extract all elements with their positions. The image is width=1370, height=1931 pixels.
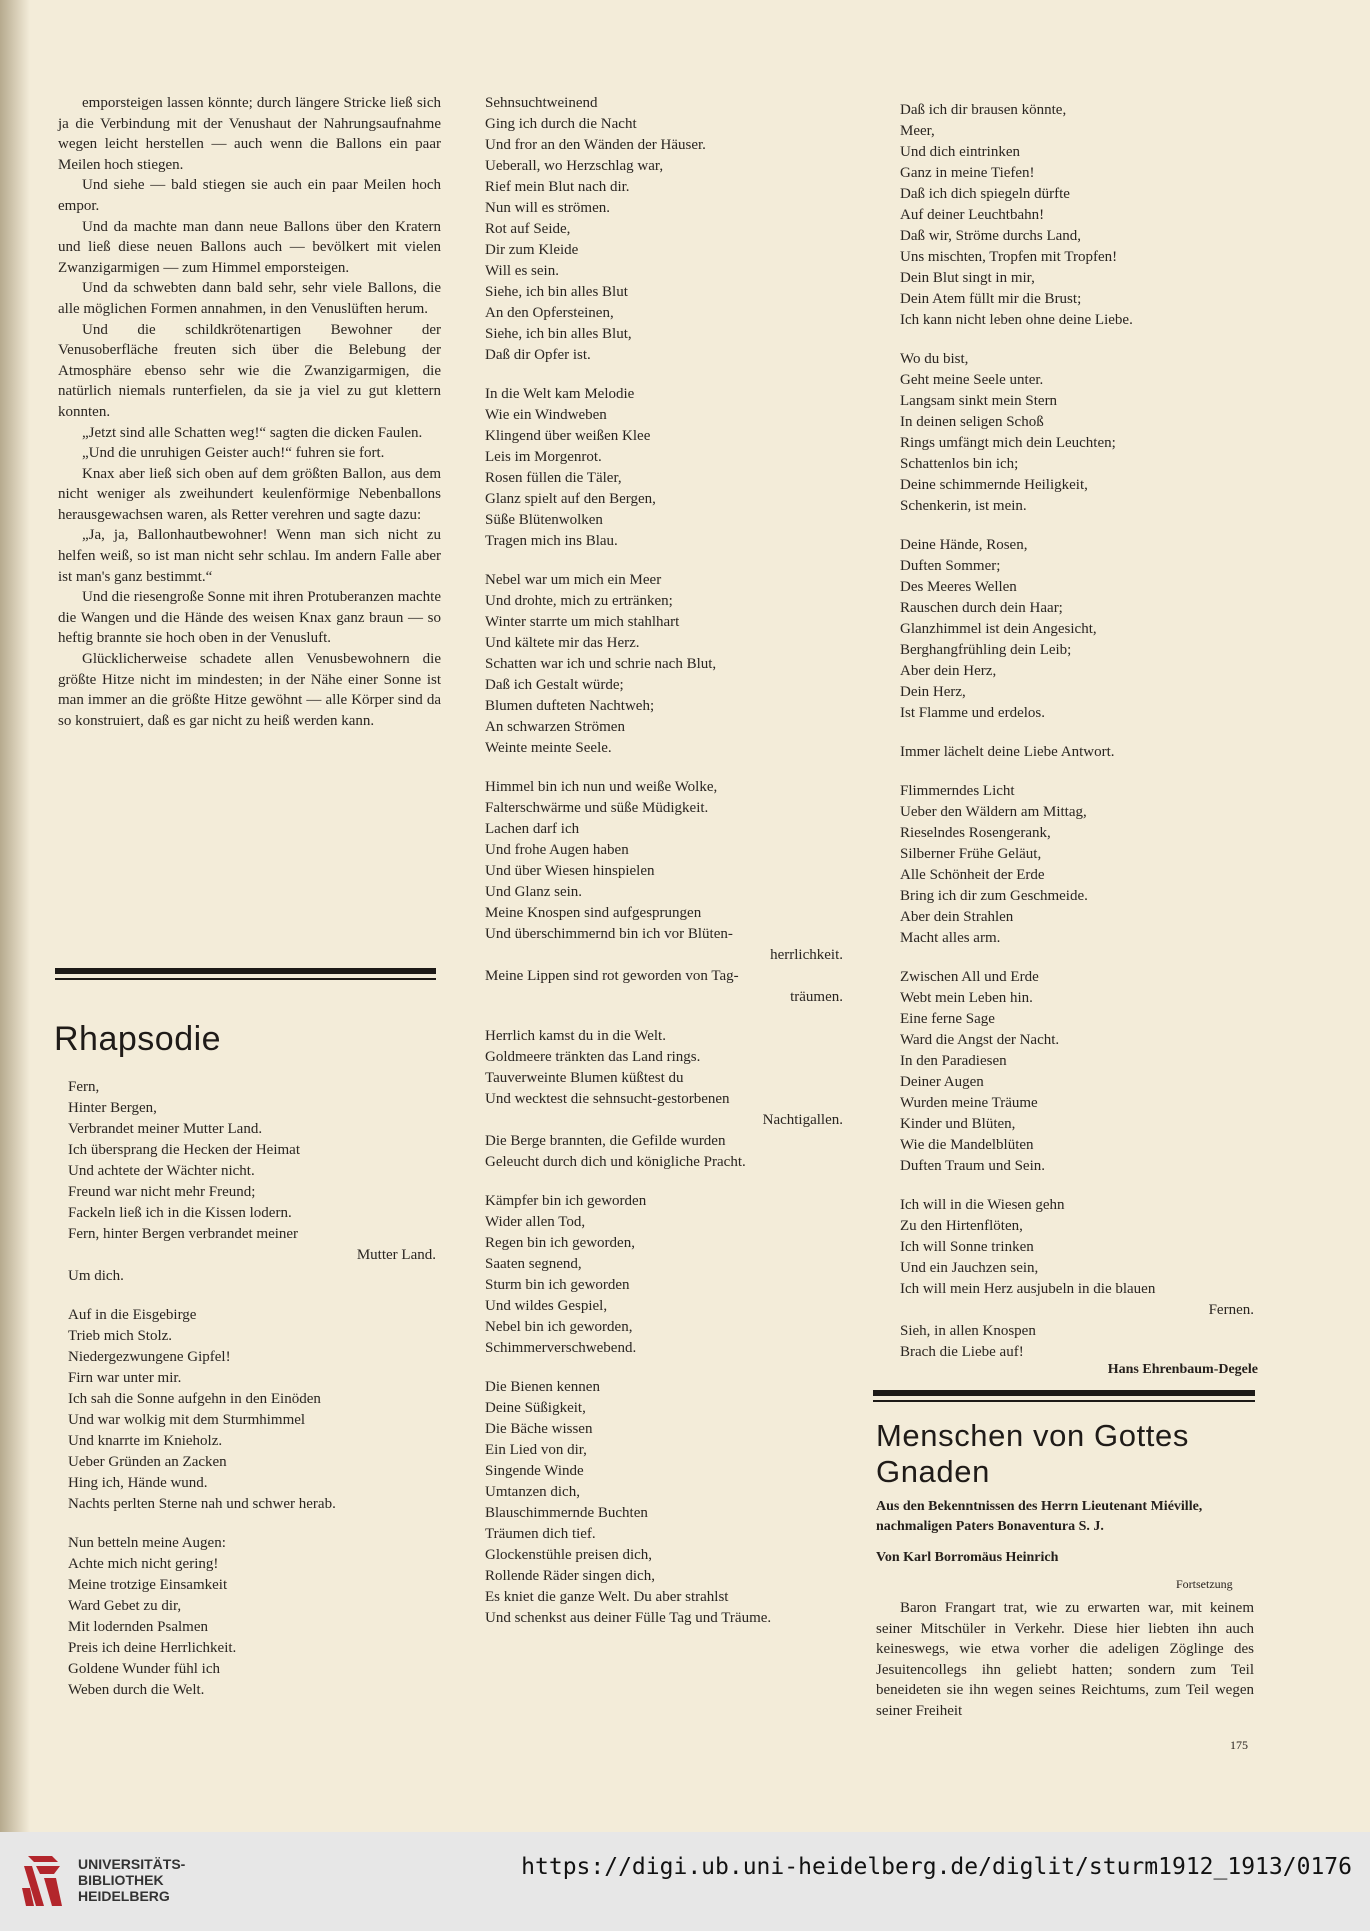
verse-line: Und kältete mir das Herz. bbox=[485, 635, 640, 651]
verse-line: Ist Flamme und erdelos. bbox=[900, 705, 1045, 721]
verse-line: Trieb mich Stolz. bbox=[68, 1328, 173, 1344]
verse-line: Und frohe Augen haben bbox=[485, 842, 629, 858]
verse-line: Dein Blut singt in mir, bbox=[900, 270, 1035, 286]
verse-line: Nebel bin ich geworden, bbox=[485, 1319, 633, 1335]
verse-stanza bbox=[485, 93, 845, 366]
verse-line: Wie die Mandelblüten bbox=[900, 1137, 1034, 1153]
verse-line: Rollende Räder singen dich, bbox=[485, 1568, 655, 1584]
verse-line: Webt mein Leben hin. bbox=[900, 990, 1033, 1006]
verse-stanza bbox=[900, 1195, 1256, 1363]
section-rule-left-thin bbox=[55, 978, 436, 980]
verse-line: Himmel bin ich nun und weiße Wolke, bbox=[485, 779, 718, 795]
menschen-title: Menschen von Gottes Gnaden bbox=[876, 1418, 1189, 1489]
verse-line: Und fror an den Wänden der Häuser. bbox=[485, 137, 706, 153]
verse-line: Weinte meinte Seele. bbox=[485, 740, 612, 756]
verse-line: Duften Traum und Sein. bbox=[900, 1158, 1046, 1174]
prose-paragraph: Und die riesengroße Sonne mit ihren Protuberanzen machte die Wangen und die Hände des weisen Knax ganz braun — so heftig brannte sie hoch oben in der Venusluft. bbox=[58, 589, 441, 647]
verse-stanza bbox=[900, 100, 1256, 331]
verse-stanza bbox=[900, 742, 1256, 763]
verse-line-continuation: Fernen. bbox=[1208, 1302, 1254, 1318]
verse-stanza bbox=[485, 1191, 845, 1359]
verse-line: Deine schimmernde Heiligkeit, bbox=[900, 477, 1088, 493]
verse-line: Goldene Wunder fühl ich bbox=[68, 1661, 220, 1677]
verse-line: Ward Gebet zu dir, bbox=[68, 1598, 182, 1614]
prose-paragraph: emporsteigen lassen könnte; durch längere Stricke ließ sich ja die Verbindung mit der Venushaut der Nahrungsaufnahme wegen leicht herstellen — auch wenn die Ballons ein paar Meilen hoch stiegen. bbox=[58, 95, 441, 173]
rhapsodie-verse-middle bbox=[485, 93, 845, 1647]
library-logo-icon bbox=[18, 1848, 68, 1912]
verse-line: Süße Blütenwolken bbox=[485, 512, 603, 528]
verse-line: Herrlich kamst du in die Welt. bbox=[485, 1028, 666, 1044]
verse-line: Macht alles arm. bbox=[900, 930, 1001, 946]
verse-line: Firn war unter mir. bbox=[68, 1370, 182, 1386]
verse-line: Und achtete der Wächter nicht. bbox=[68, 1163, 255, 1179]
verse-line: Hinter Bergen, bbox=[68, 1100, 157, 1116]
rhapsodie-verse-left bbox=[68, 1077, 438, 1719]
verse-line: Sehnsuchtweinend bbox=[485, 95, 598, 111]
verse-line: Ich sah die Sonne aufgehn in den Einöden bbox=[68, 1391, 321, 1407]
verse-line: Ganz in meine Tiefen! bbox=[900, 165, 1035, 181]
verse-line: Niedergezwungene Gipfel! bbox=[68, 1349, 231, 1365]
verse-line: Aber dein Strahlen bbox=[900, 909, 1014, 925]
verse-line: Wider allen Tod, bbox=[485, 1214, 586, 1230]
verse-line: Und schenkst aus deiner Fülle Tag und Träume. bbox=[485, 1610, 772, 1626]
verse-line: Preis ich deine Herrlichkeit. bbox=[68, 1640, 237, 1656]
verse-line-continuation: herrlichkeit. bbox=[770, 947, 843, 963]
verse-line: Umtanzen dich, bbox=[485, 1484, 580, 1500]
verse-line: Rot auf Seide, bbox=[485, 221, 571, 237]
verse-line: Ueber den Wäldern am Mittag, bbox=[900, 804, 1087, 820]
verse-line: Meine trotzige Einsamkeit bbox=[68, 1577, 228, 1593]
verse-line: Es kniet die ganze Welt. Du aber strahlst bbox=[485, 1589, 729, 1605]
verse-line: Falterschwärme und süße Müdigkeit. bbox=[485, 800, 709, 816]
verse-stanza bbox=[900, 967, 1256, 1177]
verse-line: Und Glanz sein. bbox=[485, 884, 583, 900]
verse-line: Wie ein Windweben bbox=[485, 407, 607, 423]
library-footer bbox=[0, 1832, 1370, 1931]
verse-line: Uns mischten, Tropfen mit Tropfen! bbox=[900, 249, 1118, 265]
prose-paragraph: Und da schwebten dann bald sehr, sehr viele Ballons, die alle möglichen Formen annahmen, in den Venuslüften herum. bbox=[58, 280, 441, 317]
verse-line: Singende Winde bbox=[485, 1463, 584, 1479]
verse-line: Goldmeere tränkten das Land rings. bbox=[485, 1049, 701, 1065]
verse-line: Des Meeres Wellen bbox=[900, 579, 1017, 595]
verse-line: Rosen füllen die Täler, bbox=[485, 470, 622, 486]
library-logo-text: UNIVERSITÄTS- BIBLIOTHEK HEIDELBERG bbox=[78, 1856, 186, 1904]
verse-line: Dir zum Kleide bbox=[485, 242, 579, 258]
prose-paragraph: Und die schildkrötenartigen Bewohner der Venusoberfläche freuten sich über die Belebung der Atmosphäre ebenso sehr wie die Zwanzigarmigen, die natürlich niemals runterfielen, da sie ja viel zu gut klettern konnten. bbox=[58, 321, 441, 420]
verse-line: Langsam sinkt mein Stern bbox=[900, 393, 1058, 409]
section-rule-left bbox=[55, 968, 436, 974]
verse-line: Immer lächelt deine Liebe Antwort. bbox=[900, 744, 1115, 760]
verse-line: Regen bin ich geworden, bbox=[485, 1235, 635, 1251]
verse-line: Meine Knospen sind aufgesprungen bbox=[485, 905, 702, 921]
verse-line-continuation: träumen. bbox=[790, 989, 843, 1005]
verse-line: Auf in die Eisgebirge bbox=[68, 1307, 197, 1323]
verse-line: Fern, hinter Bergen verbrandet meiner bbox=[68, 1226, 299, 1242]
verse-line: Daß dir Opfer ist. bbox=[485, 347, 591, 363]
verse-line: Lachen darf ich bbox=[485, 821, 580, 837]
verse-line: Leis im Morgenrot. bbox=[485, 449, 602, 465]
verse-line: Nachts perlten Sterne nah und schwer herab. bbox=[68, 1496, 336, 1512]
verse-line: In deinen seligen Schoß bbox=[900, 414, 1044, 430]
verse-stanza bbox=[68, 1305, 438, 1515]
verse-line-continuation: Mutter Land. bbox=[356, 1247, 436, 1263]
verse-line: Rief mein Blut nach dir. bbox=[485, 179, 630, 195]
verse-line: Und ein Jauchzen sein, bbox=[900, 1260, 1039, 1276]
verse-stanza bbox=[485, 1377, 845, 1629]
menschen-subtitle: Aus den Bekenntnissen des Herrn Lieutenant Miéville, nachmaligen Paters Bonaventura S. J. bbox=[876, 1499, 1203, 1534]
verse-line: Tragen mich ins Blau. bbox=[485, 533, 618, 549]
verse-line: Achte mich nicht gering! bbox=[68, 1556, 219, 1572]
verse-line: Daß ich Gestalt würde; bbox=[485, 677, 624, 693]
verse-line: Ich kann nicht leben ohne deine Liebe. bbox=[900, 312, 1133, 328]
verse-line: Sturm bin ich geworden bbox=[485, 1277, 630, 1293]
verse-line: Blauschimmernde Buchten bbox=[485, 1505, 648, 1521]
verse-line: Kinder und Blüten, bbox=[900, 1116, 1016, 1132]
verse-line: Glockenstühle preisen dich, bbox=[485, 1547, 653, 1563]
verse-line: Und war wolkig mit dem Sturmhimmel bbox=[68, 1412, 306, 1428]
verse-line: Dein Atem füllt mir die Brust; bbox=[900, 291, 1082, 307]
verse-line: Dein Herz, bbox=[900, 684, 966, 700]
verse-line: Klingend über weißen Klee bbox=[485, 428, 651, 444]
verse-line: Zu den Hirtenflöten, bbox=[900, 1218, 1023, 1234]
verse-stanza bbox=[485, 570, 845, 759]
prose-paragraph: „Jetzt sind alle Schatten weg!“ sagten die dicken Faulen. bbox=[82, 424, 423, 441]
verse-stanza bbox=[485, 1026, 845, 1173]
verse-line: Verbrandet meiner Mutter Land. bbox=[68, 1121, 263, 1137]
verse-line: Die Bienen kennen bbox=[485, 1379, 600, 1395]
verse-line: An schwarzen Strömen bbox=[485, 719, 625, 735]
verse-line: Duften Sommer; bbox=[900, 558, 1001, 574]
prose-paragraph: „Ja, ja, Ballonhautbewohner! Wenn man sich nicht zu helfen weiß, so ist man nicht sehr schlau. Im andern Falle aber ist man's ganz bestimmt.“ bbox=[58, 527, 441, 585]
verse-line: Auf deiner Leuchtbahn! bbox=[900, 207, 1045, 223]
verse-line: Aber dein Herz, bbox=[900, 663, 997, 679]
verse-line: Ich will in die Wiesen gehn bbox=[900, 1197, 1065, 1213]
verse-stanza bbox=[68, 1533, 438, 1701]
menschen-paragraph: Baron Frangart trat, wie zu erwarten war, mit keinem seiner Mitschüler in Verkehr. Diese hier liebten ihn auch keineswegs, wie etwa vorher die adeligen Zöglinge des Jesuitencollegs ihn geliebt hatten; sondern zum Teil beneideten sie ihn wegen seines Reichtums, zum Teil wegen seiner Freiheit bbox=[876, 1600, 1254, 1719]
menschen-byline: Von Karl Borromäus Heinrich bbox=[876, 1550, 1059, 1565]
verse-line: Und wildes Gespiel, bbox=[485, 1298, 608, 1314]
verse-stanza bbox=[900, 781, 1256, 949]
verse-line: Meer, bbox=[900, 123, 935, 139]
verse-line: Flimmerndes Licht bbox=[900, 783, 1015, 799]
verse-line: Saaten segnend, bbox=[485, 1256, 582, 1272]
section-rule-right-thin bbox=[873, 1400, 1255, 1402]
verse-line: Daß wir, Ströme durchs Land, bbox=[900, 228, 1082, 244]
verse-line: Schattenlos bin ich; bbox=[900, 456, 1019, 472]
prose-paragraph: Knax aber ließ sich oben auf dem größten Ballon, aus dem nicht weniger als zweihundert keulenförmige Nebenballons herausgewachsen waren, als Retter verehren und sagte dazu: bbox=[58, 465, 441, 523]
verse-line: Siehe, ich bin alles Blut bbox=[485, 284, 628, 300]
verse-line: Bring ich dir zum Geschmeide. bbox=[900, 888, 1088, 904]
poem-author: Hans Ehrenbaum-Degele bbox=[1107, 1362, 1258, 1377]
verse-line: Rings umfängt mich dein Leuchten; bbox=[900, 435, 1116, 451]
verse-line: Brach die Liebe auf! bbox=[900, 1344, 1024, 1360]
verse-line: Und dich eintrinken bbox=[900, 144, 1020, 160]
verse-line: Wo du bist, bbox=[900, 351, 969, 367]
rhapsodie-title: Rhapsodie bbox=[54, 1020, 222, 1058]
verse-stanza bbox=[485, 384, 845, 552]
verse-line: Tauverweinte Blumen küßtest du bbox=[485, 1070, 684, 1086]
verse-line: Schatten war ich und schrie nach Blut, bbox=[485, 656, 717, 672]
verse-line: Deine Süßigkeit, bbox=[485, 1400, 586, 1416]
verse-line: Kämpfer bin ich geworden bbox=[485, 1193, 647, 1209]
verse-line-continuation: Nachtigallen. bbox=[762, 1112, 843, 1128]
verse-line: In die Welt kam Melodie bbox=[485, 386, 635, 402]
verse-line: In den Paradiesen bbox=[900, 1053, 1007, 1069]
verse-line: Mit lodernden Psalmen bbox=[68, 1619, 208, 1635]
verse-line: Weben durch die Welt. bbox=[68, 1682, 205, 1698]
verse-line: Ueber Gründen an Zacken bbox=[68, 1454, 227, 1470]
verse-line: Ich übersprang die Hecken der Heimat bbox=[68, 1142, 300, 1158]
verse-line: Siehe, ich bin alles Blut, bbox=[485, 326, 632, 342]
verse-line: Fackeln ließ ich in die Kissen lodern. bbox=[68, 1205, 292, 1221]
section-rule-right bbox=[873, 1390, 1255, 1396]
verse-stanza bbox=[900, 349, 1256, 517]
verse-line: Ward die Angst der Nacht. bbox=[900, 1032, 1060, 1048]
source-url[interactable]: https://digi.ub.uni-heidelberg.de/diglit/sturm1912_1913/0176 bbox=[521, 1854, 1352, 1880]
verse-line: Nun betteln meine Augen: bbox=[68, 1535, 226, 1551]
verse-stanza bbox=[68, 1077, 438, 1287]
verse-line: Und überschimmernd bin ich vor Blüten- bbox=[485, 926, 733, 942]
verse-line: Rauschen durch dein Haar; bbox=[900, 600, 1063, 616]
verse-line: Meine Lippen sind rot geworden von Tag- bbox=[485, 968, 739, 984]
verse-line: Ging ich durch die Nacht bbox=[485, 116, 637, 132]
verse-line: Daß ich dir brausen könnte, bbox=[900, 102, 1067, 118]
verse-line: Glanz spielt auf den Bergen, bbox=[485, 491, 656, 507]
verse-line: Deine Hände, Rosen, bbox=[900, 537, 1028, 553]
menschen-text-column bbox=[876, 1598, 1254, 1721]
page-number: 175 bbox=[1230, 1738, 1248, 1752]
verse-line: Berghangfrühling dein Leib; bbox=[900, 642, 1072, 658]
verse-line: Und wecktest die sehnsucht-gestorbenen bbox=[485, 1091, 730, 1107]
verse-line: Winter starrte um mich stahlhart bbox=[485, 614, 680, 630]
page-shadow bbox=[0, 0, 30, 1832]
verse-line: Die Bäche wissen bbox=[485, 1421, 593, 1437]
verse-line: Nebel war um mich ein Meer bbox=[485, 572, 662, 588]
verse-line: Fern, bbox=[68, 1079, 100, 1095]
fortsetzung-label: Fortsetzung bbox=[1176, 1577, 1233, 1591]
verse-line: Träumen dich tief. bbox=[485, 1526, 596, 1542]
verse-line: Die Berge brannten, die Gefilde wurden bbox=[485, 1133, 726, 1149]
verse-line: Schenkerin, ist mein. bbox=[900, 498, 1027, 514]
verse-line: Wurden meine Träume bbox=[900, 1095, 1038, 1111]
verse-line: Ich will Sonne trinken bbox=[900, 1239, 1034, 1255]
verse-line: Eine ferne Sage bbox=[900, 1011, 995, 1027]
verse-line: Und über Wiesen hinspielen bbox=[485, 863, 655, 879]
verse-stanza bbox=[485, 777, 845, 1008]
verse-line: Und drohte, mich zu ertränken; bbox=[485, 593, 673, 609]
left-prose-column bbox=[58, 93, 441, 731]
verse-line: Geht meine Seele unter. bbox=[900, 372, 1044, 388]
verse-line: Ueberall, wo Herzschlag war, bbox=[485, 158, 664, 174]
verse-line: Alle Schönheit der Erde bbox=[900, 867, 1045, 883]
verse-line: Silberner Frühe Geläut, bbox=[900, 846, 1042, 862]
verse-line: Zwischen All und Erde bbox=[900, 969, 1039, 985]
prose-paragraph: Glücklicherweise schadete allen Venusbewohnern die größte Hitze nicht im mindesten; in der Nähe einer Sonne ist man immer an die größte Hitze gewöhnt — alle Körper sind da so konstruiert, daß es gar nicht zu heiß werden kann. bbox=[58, 651, 441, 729]
verse-line: Und knarrte im Knieholz. bbox=[68, 1433, 223, 1449]
prose-paragraph: Und siehe — bald stiegen sie auch ein paar Meilen hoch empor. bbox=[58, 177, 441, 214]
verse-line: Glanzhimmel ist dein Angesicht, bbox=[900, 621, 1097, 637]
verse-line: Blumen dufteten Nachtweh; bbox=[485, 698, 655, 714]
verse-line: Ich will mein Herz ausjubeln in die blauen bbox=[900, 1281, 1156, 1297]
prose-paragraph: Und da machte man dann neue Ballons über den Kratern und ließ diese neuen Ballons auch — bevölkert mit vielen Zwanzigarmigen — zum Himmel emporsteigen. bbox=[58, 218, 441, 276]
verse-line: Will es sein. bbox=[485, 263, 559, 279]
verse-line: Schimmerverschwebend. bbox=[485, 1340, 637, 1356]
verse-line: Ein Lied von dir, bbox=[485, 1442, 587, 1458]
verse-line: Sieh, in allen Knospen bbox=[900, 1323, 1036, 1339]
verse-stanza bbox=[900, 535, 1256, 724]
verse-line: Um dich. bbox=[68, 1268, 124, 1284]
verse-line: Hing ich, Hände wund. bbox=[68, 1475, 208, 1491]
verse-line: Nun will es strömen. bbox=[485, 200, 610, 216]
verse-line: An den Opfersteinen, bbox=[485, 305, 614, 321]
verse-line: Daß ich dich spiegeln dürfte bbox=[900, 186, 1070, 202]
prose-paragraph: „Und die unruhigen Geister auch!“ fuhren sie fort. bbox=[82, 445, 385, 462]
rhapsodie-verse-right bbox=[900, 100, 1256, 1381]
verse-line: Freund war nicht mehr Freund; bbox=[68, 1184, 256, 1200]
verse-line: Geleucht durch dich und königliche Pracht. bbox=[485, 1154, 746, 1170]
verse-line: Deiner Augen bbox=[900, 1074, 984, 1090]
verse-line: Rieselndes Rosengerank, bbox=[900, 825, 1051, 841]
